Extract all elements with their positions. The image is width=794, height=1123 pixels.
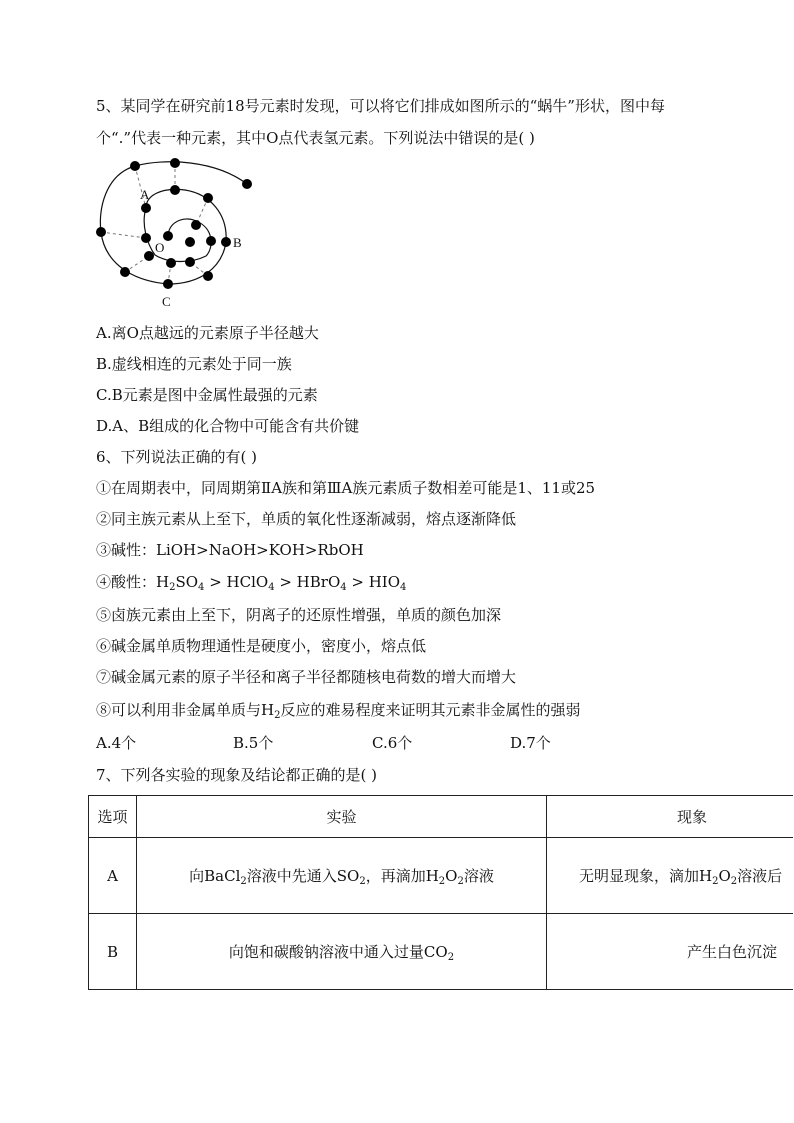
q5-stem-line2: 个“.”代表一种元素，其中O点代表氢元素。下列说法中错误的是( ) — [96, 129, 535, 147]
q6-item-2: ②同主族元素从上至下，单质的氧化性逐渐减弱，熔点逐渐降低 — [96, 510, 517, 528]
header-experiment: 实验 — [137, 796, 547, 838]
experiment-table — [88, 795, 793, 990]
q6-option-c: C.6个 — [372, 734, 413, 752]
q6-option-a: A.4个 — [96, 734, 137, 752]
q5-option-c: C.B元素是图中金属性最强的元素 — [96, 386, 318, 404]
table-header-row — [89, 796, 794, 838]
row-a-phenomenon: 无明显现象，滴加$H_2O_2$溶液后 — [547, 838, 794, 914]
q6-option-d: D.7个 — [510, 734, 551, 752]
q6-item-6: ⑥碱金属单质物理通性是硬度小，密度小，熔点低 — [96, 637, 427, 655]
q6-stem: 6、下列说法正确的有( ) — [96, 448, 258, 466]
q6-item-4: ④酸性：$H_2SO_4$ > HClO$_4$ > HBrO$_4$ > $HIO_4$ — [96, 573, 407, 593]
row-b-experiment: 向饱和碳酸钠溶液中通入过量$CO_2$ — [137, 914, 547, 990]
label-a: A — [140, 187, 150, 202]
header-phenomenon: 现象 — [547, 796, 794, 838]
q6-item-1: ①在周期表中，同周期第ⅡA族和第ⅢA族元素质子数相差可能是1、11或25 — [96, 479, 596, 497]
q6-item-8: ⑧可以利用非金属单质与$H_2$反应的难易程度来证明其元素非金属性的强弱 — [96, 701, 581, 721]
snail-diagram — [88, 150, 268, 315]
q6-item-7: ⑦碱金属元素的原子半径和离子半径都随核电荷数的增大而增大 — [96, 668, 517, 686]
q5-option-a: A.离O点越远的元素原子半径越大 — [96, 324, 319, 342]
q5-stem-line1: 5、某同学在研究前18号元素时发现，可以将它们排成如图所示的“蜗牛”形状，图中每 — [96, 97, 665, 115]
label-c: C — [162, 294, 171, 309]
table-row — [89, 838, 794, 914]
q6-item-3: ③碱性：LiOH>NaOH>KOH>RbOH — [96, 541, 364, 559]
label-o: O — [155, 240, 165, 255]
q7-stem: 7、下列各实验的现象及结论都正确的是( ) — [96, 766, 378, 784]
q6-option-b: B.5个 — [233, 734, 274, 752]
header-option: 选项 — [89, 796, 137, 838]
q5-option-b: B.虚线相连的元素处于同一族 — [96, 355, 292, 373]
row-a-option: A — [89, 838, 137, 914]
row-a-experiment: 向BaCl$_2$溶液中先通入$SO_2$，再滴加$H_2O_2$溶液 — [137, 838, 547, 914]
row-b-phenomenon: 产生白色沉淀 — [547, 914, 794, 990]
table-row — [89, 914, 794, 990]
q6-item-5: ⑤卤族元素由上至下，阴离子的还原性增强，单质的颜色加深 — [96, 606, 502, 624]
q5-option-d: D.A、B组成的化合物中可能含有共价键 — [96, 417, 360, 435]
label-b: B — [233, 235, 242, 250]
row-b-option: B — [89, 914, 137, 990]
